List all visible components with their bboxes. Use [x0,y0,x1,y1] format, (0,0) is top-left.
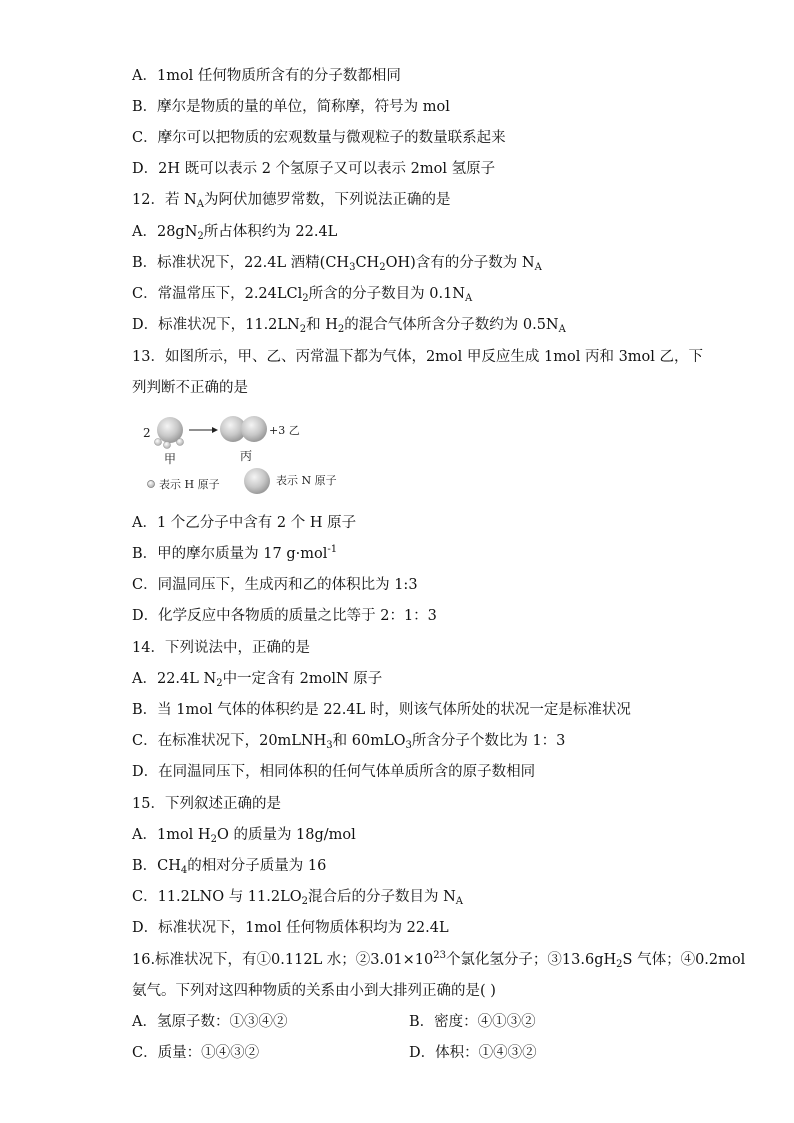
q14-stem: 14．下列说法中，正确的是 [132,640,310,656]
q14-option-b: B．当 1mol 气体的体积约是 22.4L 时，则该气体所处的状况一定是标准状况 [132,702,631,718]
q13-option-d: D．化学反应中各物质的质量之比等于 2：1：3 [132,608,437,624]
n-atom-ball [241,416,267,442]
q11-option-d: D．2H 既可以表示 2 个氢原子又可以表示 2mol 氢原子 [132,161,496,177]
legend-n-atom-ball [244,468,270,494]
q11-option-c: C．摩尔可以把物质的宏观数量与微观粒子的数量联系起来 [132,130,506,146]
q16-stem-line1: 16.标准状况下，有①0.112L 水；$②3.01\times 10^{23}$个氯化氢分子；$③13.6gH_2S$ 气体；④0.2mol [132,950,746,970]
molecule-bing [220,416,267,442]
q13-stem-line1: 13．如图所示，甲、乙、丙常温下都为气体，2mol 甲反应生成 1mol 丙和 3mol 乙，下 [132,349,704,365]
q14-option-a: A．22.4L $N_2$中一定含有 2molN 原子 [132,671,383,689]
q15-option-a: A．1mol $H_2O$ 的质量为 18g/mol [132,827,356,845]
q13-option-b: B．甲的摩尔质量为 17 g·mol$^{-1}$ [132,544,338,562]
h-atom-ball [177,439,184,446]
q15-option-b: B．$CH_4$的相对分子质量为 16 [132,858,327,876]
q11-option-a: A．1mol 任何物质所含有的分子数都相同 [132,68,401,84]
q15-option-c: C．11.2LNO 与 $11.2LO_2$混合后的分子数目为 $N_A$ [132,889,464,907]
legend-n-label: 表示 N 原子 [276,474,337,487]
coefficient-label: 2 [143,426,151,440]
q14-option-c: C．在标准状况下，20mLNH$_3$和 60mLO$_3$所含分子个数比为 1：3 [132,733,566,751]
q16-option-b: B．密度：④①③② [409,1014,536,1030]
q12-option-c: C．常温常压下，2.24LCl$_2$所含的分子数目为 $0.1N_A$ [132,286,473,304]
q12-option-b: B．标准状况下，22.4L 酒精$(CH_3CH_2OH)$含有的分子数为 $N_A$ [132,255,542,273]
q11-option-b: B．摩尔是物质的量的单位，简称摩，符号为 mol [132,99,450,115]
q15-option-d: D．标准状况下，1mol 任何物质体积均为 22.4L [132,920,449,936]
h-atom-ball [164,442,171,449]
h-atom-ball [155,439,162,446]
q16-option-d: D．体积：①④③② [409,1045,537,1061]
reaction-arrow [189,427,218,433]
q12-option-d: D．标准状况下，$11.2LN_2$和 $H_2$的混合气体所含分子数约为 $0.5N_A$ [132,317,566,335]
q14-option-d: D．在同温同压下，相同体积的任何气体单质所含的原子数相同 [132,764,536,780]
label-jia: 甲 [164,452,177,466]
plus-three-yi-label: +3 乙 [269,424,300,437]
legend-h-label: 表示 H 原子 [159,478,220,491]
q13-stem-line2: 列判断不正确的是 [132,380,248,396]
q15-stem: 15．下列叙述正确的是 [132,796,281,812]
q16-option-c: C．质量：①④③② [132,1045,260,1061]
molecule-jia [155,417,184,449]
label-bing: 丙 [240,449,253,463]
q13-option-a: A．1 个乙分子中含有 2 个 H 原子 [132,515,357,531]
q16-option-a: A．氢原子数：①③④② [132,1014,288,1030]
q12-option-a: A．$28gN_2$所占体积约为 22.4L [132,224,338,242]
q12-stem: 12．若 $N_A$为阿伏加德罗常数，下列说法正确的是 [132,192,451,210]
q16-stem-line2: 氨气。下列对这四种物质的关系由小到大排列正确的是( ) [132,983,496,999]
reaction-figure [140,410,360,500]
legend-h-atom-ball [148,481,155,488]
q13-option-c: C．同温同压下，生成丙和乙的体积比为 1:3 [132,577,418,593]
